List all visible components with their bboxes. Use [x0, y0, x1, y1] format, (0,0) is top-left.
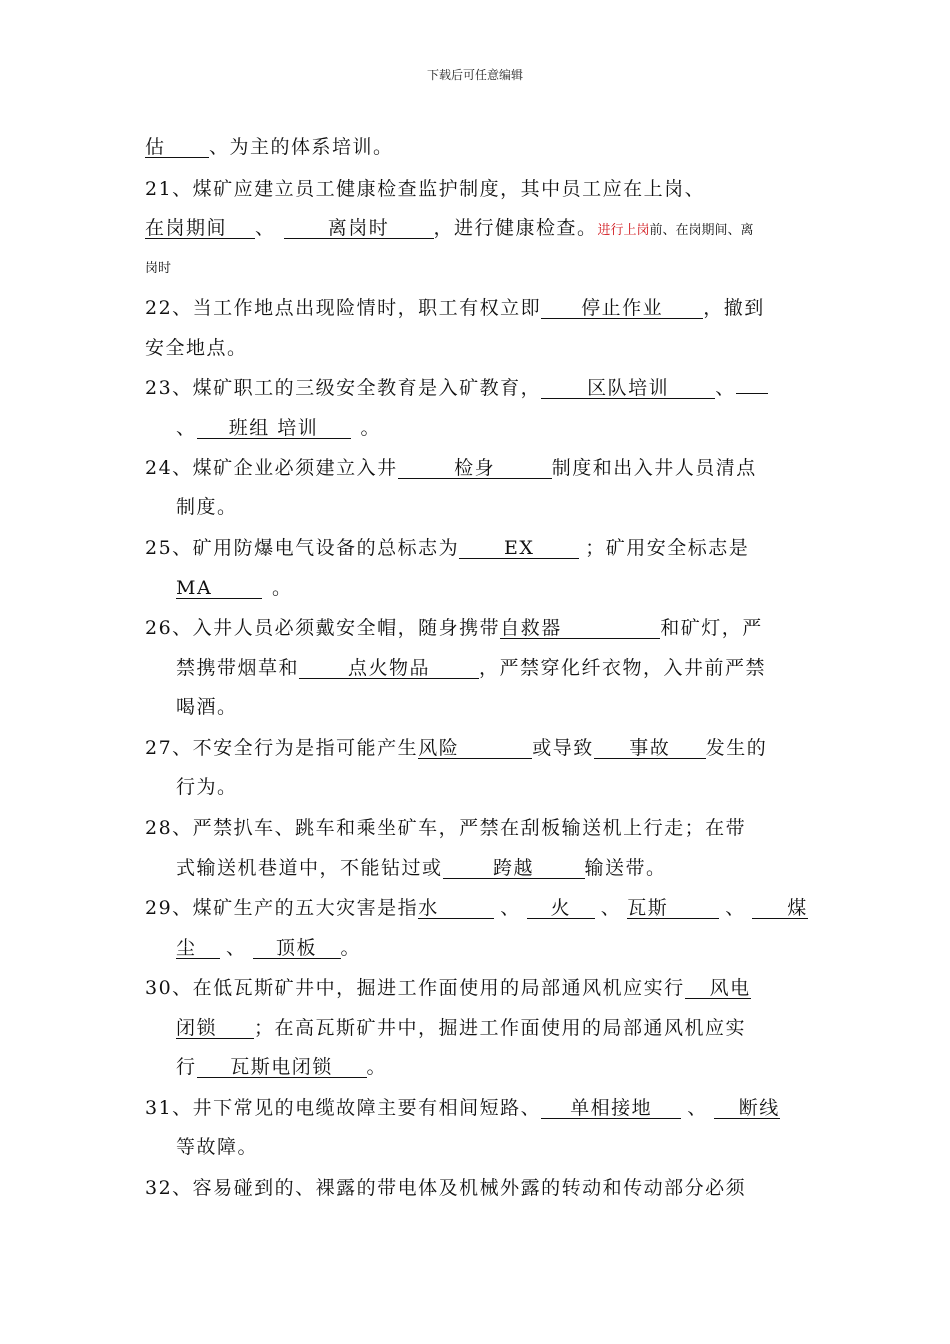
- blank-answer: 自救器: [500, 618, 660, 639]
- text: 30、在低瓦斯矿井中，掘进工作面使用的局部通风机应实行: [145, 977, 685, 999]
- annotation: 岗时: [145, 261, 172, 276]
- text-line: [176, 575, 293, 601]
- text: 、: [715, 377, 736, 399]
- text-line: 安全地点。: [145, 337, 248, 359]
- text: 24、煤矿企业必须建立入井: [145, 457, 398, 479]
- text: 、: [687, 1097, 708, 1119]
- text: 。: [366, 1056, 388, 1078]
- question-24: [145, 455, 757, 481]
- blank-answer: 水: [418, 898, 494, 919]
- text: 、: [725, 897, 746, 919]
- text: 22、当工作地点出现险情时，职工有权立即: [145, 297, 542, 319]
- text: 26、入井人员必须戴安全帽，随身携带: [145, 617, 501, 639]
- blank-answer: [736, 393, 768, 394]
- blank-answer: 断线: [714, 1098, 780, 1119]
- text: 29、煤矿生产的五大灾害是指: [145, 897, 419, 919]
- blank-answer: 估: [145, 137, 209, 158]
- blank-answer: 顶板: [253, 938, 341, 959]
- text: 。: [360, 417, 382, 439]
- blank-answer: EX: [459, 538, 579, 559]
- blank-answer: 尘: [176, 938, 220, 959]
- question-21: 21、煤矿应建立员工健康检查监护制度，其中员工应在上岗、: [145, 178, 706, 200]
- blank-answer: 闭锁: [176, 1018, 254, 1039]
- blank-answer: 点火物品: [299, 658, 479, 679]
- question-29: [145, 895, 808, 921]
- blank-answer: MA: [176, 578, 262, 599]
- blank-answer: 离岗时: [284, 218, 434, 239]
- text: 31、井下常见的电缆故障主要有相间短路、: [145, 1097, 542, 1119]
- text-line: 喝酒。: [176, 696, 238, 718]
- text: 禁携带烟草和: [176, 657, 300, 679]
- text-line: [145, 215, 754, 244]
- blank-answer: 停止作业: [541, 298, 703, 319]
- blank-answer: 单相接地: [541, 1098, 681, 1119]
- text-line: [145, 134, 394, 160]
- question-22: [145, 295, 765, 321]
- text: 、: [226, 937, 247, 959]
- text-line: [176, 1015, 746, 1041]
- text: 、: [176, 417, 197, 439]
- blank-answer: 事故: [594, 738, 706, 759]
- text: 输送带。: [584, 857, 667, 879]
- question-27: [145, 735, 767, 761]
- text: 、: [500, 897, 521, 919]
- blank-answer: 检身: [398, 458, 552, 479]
- text-line: [176, 1054, 387, 1080]
- blank-answer: 火: [527, 898, 595, 919]
- question-32: 32、容易碰到的、裸露的带电体及机械外露的转动和传动部分必须: [145, 1177, 747, 1199]
- question-25: [145, 535, 749, 561]
- text: 发生的: [705, 737, 768, 759]
- text-line: 等故障。: [176, 1136, 259, 1158]
- text: ，进行健康检查。: [433, 217, 598, 239]
- blank-answer: 班组 培训: [197, 418, 351, 439]
- blank-answer: 煤: [752, 898, 808, 919]
- text: 、为主的体系培训。: [209, 136, 394, 158]
- text: 和矿灯，严: [660, 617, 763, 639]
- text: 式输送机巷道中，不能钻过或: [176, 857, 443, 879]
- text-line: 行为。: [176, 776, 238, 798]
- text: ，严禁穿化纤衣物，入井前严禁: [479, 657, 767, 679]
- text-line: [176, 935, 361, 961]
- question-28: 28、严禁扒车、跳车和乘坐矿车，严禁在刮板输送机上行走；在带: [145, 817, 747, 839]
- text: 、: [600, 897, 622, 919]
- text: 23、煤矿职工的三级安全教育是入矿教育，: [145, 377, 542, 399]
- annotation-red: 进行上岗: [597, 223, 650, 238]
- question-26: [145, 615, 763, 641]
- text-line: [176, 655, 766, 681]
- text-line: 制度。: [176, 496, 238, 518]
- page-header: 下载后可任意编辑: [426, 68, 523, 82]
- text: ；矿用安全标志是: [585, 537, 750, 559]
- question-23: [145, 375, 768, 401]
- blank-answer: 在岗期间: [145, 218, 255, 239]
- blank-answer: 区队培训: [541, 378, 715, 399]
- text: 、: [255, 217, 276, 239]
- text: 。: [272, 577, 293, 599]
- text: 。: [340, 937, 362, 959]
- text: 27、不安全行为是指可能产生: [145, 737, 419, 759]
- text-line: [176, 855, 667, 881]
- text: 行: [176, 1056, 197, 1078]
- question-30: [145, 975, 751, 1001]
- blank-answer: 跨越: [443, 858, 585, 879]
- text: ；在高瓦斯矿井中，掘进工作面使用的局部通风机应实: [254, 1017, 747, 1039]
- text: 制度和出入井人员清点: [551, 457, 757, 479]
- blank-answer: 瓦斯电闭锁: [197, 1057, 367, 1078]
- blank-answer: 风险: [418, 738, 532, 759]
- blank-answer: 风电: [685, 978, 751, 999]
- text: 25、矿用防爆电气设备的总标志为: [145, 537, 460, 559]
- blank-answer: 瓦斯: [627, 898, 719, 919]
- text: ，撤到: [703, 297, 765, 319]
- text-line: [176, 415, 381, 441]
- question-31: [145, 1095, 780, 1121]
- annotation: 前、在岗期间、离: [649, 223, 754, 238]
- text: 或导致: [532, 737, 594, 759]
